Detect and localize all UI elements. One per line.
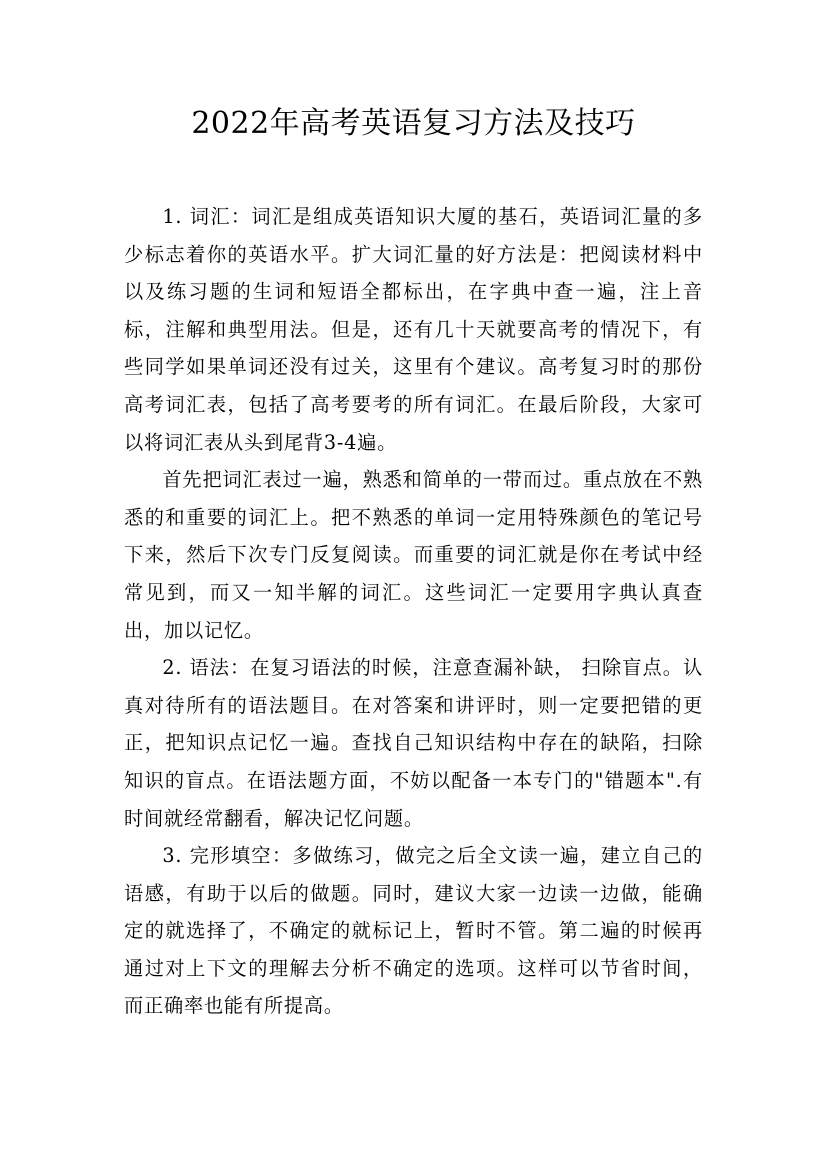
paragraph-grammar: 2. 语法：在复习语法的时候，注意查漏补缺， 扫除盲点。认真对待所有的语法题目。在对答案和讲评时，则一定要把错的更正，把知识点记忆一遍。查找自己知识结构中存在的缺陷，扫除知识的盲点。在语法题方面，不妨以配备一本专门的"错题本".有时间就经常翻看，解决记忆问题。 bbox=[124, 656, 703, 830]
document-title: 2022年高考英语复习方法及技巧 bbox=[191, 106, 636, 141]
paragraph-vocabulary-method: 首先把词汇表过一遍，熟悉和简单的一带而过。重点放在不熟悉的和重要的词汇上。把不熟悉的单词一定用特殊颜色的笔记号下来，然后下次专门反复阅读。而重要的词汇就是你在考试中经常见到，而又一知半解的词汇。这些词汇一定要用字典认真查出，加以记忆。 bbox=[124, 468, 703, 642]
paragraph-vocabulary: 1. 词汇：词汇是组成英语知识大厦的基石，英语词汇量的多少标志着你的英语水平。扩大词汇量的好方法是：把阅读材料中以及练习题的生词和短语全都标出，在字典中查一遍，注上音标，注解和典型用法。但是，还有几十天就要高考的情况下，有些同学如果单词还没有过关，这里有个建议。高考复习时的那份高考词汇表，包括了高考要考的所有词汇。在最后阶段，大家可以将词汇表从头到尾背3-4遍。 bbox=[124, 205, 703, 454]
paragraph-cloze: 3. 完形填空：多做练习，做完之后全文读一遍，建立自己的语感，有助于以后的做题。同时，建议大家一边读一边做，能确定的就选择了，不确定的就标记上，暂时不管。第二遍的时候再通过对上下文的理解去分析不确定的选项。这样可以节省时间，而正确率也能有所提高。 bbox=[124, 844, 703, 1018]
document-body bbox=[124, 198, 703, 1025]
